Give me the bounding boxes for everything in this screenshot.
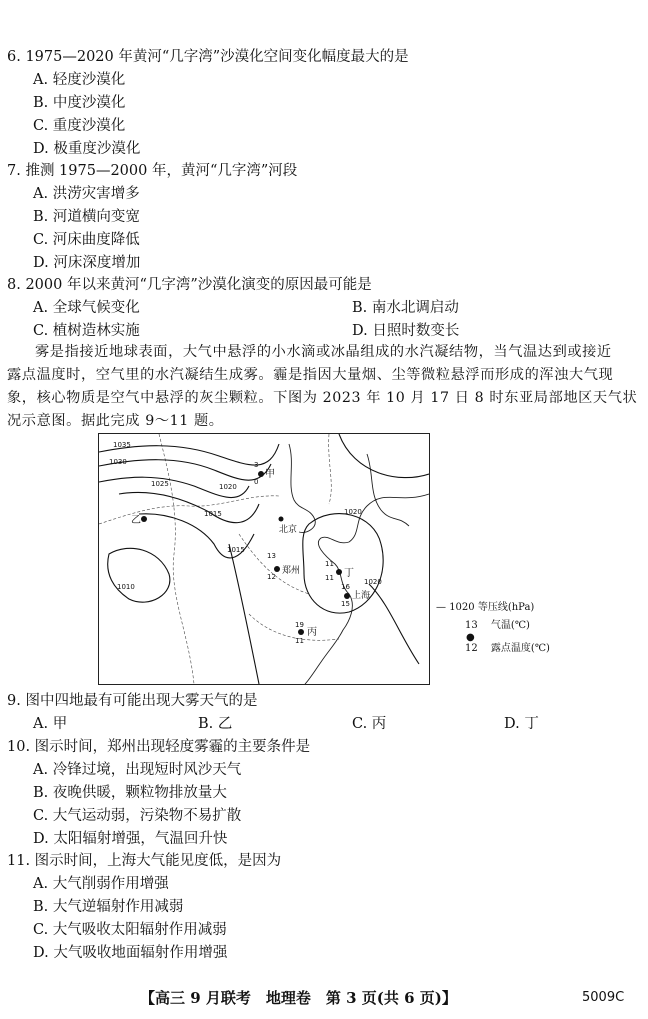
station-temp: 16 [341, 583, 350, 591]
q7-option-d: D. 河床深度增加 [33, 255, 141, 271]
legend-temp-value: 13 [465, 620, 478, 631]
page-footer: 【高三 9 月联考 地理卷 第 3 页(共 6 页)】 [140, 989, 457, 1007]
station-temp: 13 [267, 552, 276, 560]
station-dot [336, 569, 342, 575]
q7-option-c: C. 河床曲度降低 [33, 232, 140, 248]
passage-line: 露点温度时，空气里的水汽凝结生成雾。霾是指因大量烟、尘等微粒悬浮而形成的浑浊大气现 [7, 367, 614, 383]
legend-dew-label: 露点温度(℃) [490, 643, 550, 654]
q10-stem: 10. 图示时间，郑州出现轻度雾霾的主要条件是 [7, 739, 311, 755]
isobar-high [303, 514, 383, 614]
station-temp: 11 [325, 560, 334, 568]
isobars [99, 434, 429, 684]
station-dot [274, 566, 280, 572]
station-temp: 19 [295, 621, 304, 629]
weather-map [98, 433, 430, 685]
q6-option-c: C. 重度沙漠化 [33, 118, 126, 134]
isobar-label: 1035 [113, 441, 131, 449]
isobar-label: 1015 [204, 510, 222, 518]
q7-stem: 7. 推测 1975—2000 年，黄河“几字湾”河段 [7, 163, 298, 179]
q10-option-d: D. 太阳辐射增强，气温回升快 [33, 831, 228, 847]
isobar [229, 544, 259, 684]
q8-option-d: D. 日照时数变长 [352, 323, 460, 339]
isobar-low [108, 548, 170, 602]
q11-option-b: B. 大气逆辐射作用减弱 [33, 899, 184, 915]
station-dot [279, 517, 284, 522]
passage-line: 象，核心物质是空气中悬浮的灰尘颗粒。下图为 2023 年 10 月 17 日 8 时东亚局部地区天气状 [7, 390, 638, 406]
q9-option-c: C. 丙 [352, 716, 387, 732]
q8-option-c: C. 植树造林实施 [33, 323, 140, 339]
q10-option-b: B. 夜晚供暖，颗粒物排放量大 [33, 785, 227, 801]
station-dew: 12 [267, 573, 276, 581]
isobar-label: 1020 [364, 578, 382, 586]
legend-isobar-label: 等压线(hPa) [477, 602, 535, 613]
q11-option-d: D. 大气吸收地面辐射作用增强 [33, 945, 228, 961]
passage-line: 雾是指接近地球表面，大气中悬浮的小水滴或冰晶组成的水汽凝结物，当气温达到或接近 [35, 344, 612, 360]
q9-option-b: B. 乙 [198, 716, 233, 732]
q6-option-a: A. 轻度沙漠化 [33, 72, 126, 88]
station-dew: 11 [295, 637, 304, 645]
isobar [369, 584, 419, 664]
q8-option-b: B. 南水北调启动 [352, 300, 459, 316]
isobar-label: 1025 [151, 480, 169, 488]
weather-map-svg [99, 434, 429, 684]
station-temp: 3 [254, 461, 259, 469]
legend-temp-label: 气温(℃) [490, 620, 530, 631]
station-dew: 0 [254, 478, 259, 486]
q7-option-a: A. 洪涝灾害增多 [33, 186, 140, 202]
border-line [99, 496, 279, 524]
isobar-label: 1030 [109, 458, 127, 466]
station-name: 丁 [344, 568, 354, 579]
station-name: 乙 [131, 515, 141, 526]
q7-option-b: B. 河道横向变宽 [33, 209, 140, 225]
q6-option-b: B. 中度沙漠化 [33, 95, 126, 111]
q8-stem: 8. 2000 年以来黄河“几字湾”沙漠化演变的原因最可能是 [7, 277, 372, 293]
legend-dew [465, 643, 550, 655]
q10-option-a: A. 冷锋过境，出现短时风沙天气 [33, 762, 242, 778]
q6-stem: 6. 1975—2020 年黄河“几字湾”沙漠化空间变化幅度最大的是 [7, 49, 409, 65]
isobar-label: 1020 [344, 508, 362, 516]
legend-isobar-value: 1020 [449, 602, 475, 613]
isobar-label: 1015 [227, 546, 245, 554]
isobar-label: 1020 [219, 483, 237, 491]
station-dew: 11 [325, 574, 334, 582]
exam-code: 5009C [582, 990, 625, 1005]
q9-option-a: A. 甲 [33, 716, 68, 732]
station-dot [258, 471, 264, 477]
legend-isobar [436, 602, 534, 614]
border-line [329, 434, 332, 504]
isobar-label: 1010 [117, 583, 135, 591]
border-line [249, 614, 339, 640]
station-name: 上海 [352, 591, 371, 601]
legend-temp [465, 620, 530, 632]
station-dot [141, 516, 147, 522]
station-dew: 15 [341, 600, 350, 608]
station-dot [298, 629, 304, 635]
border-line [159, 434, 194, 684]
q9-option-d: D. 丁 [504, 716, 539, 732]
coastline [289, 444, 429, 684]
station-dot [344, 593, 350, 599]
legend-dot-icon: ● [466, 632, 475, 643]
station-name: 郑州 [282, 566, 301, 576]
korea-coast [367, 454, 409, 526]
q11-stem: 11. 图示时间，上海大气能见度低，是因为 [7, 853, 282, 869]
station-name: 北京 [279, 525, 298, 535]
legend-line-icon: — [436, 602, 446, 613]
passage-line: 况示意图。据此完成 9～11 题。 [7, 413, 224, 429]
station-name: 甲 [265, 469, 275, 480]
isobar [339, 434, 429, 478]
bohai-coast [289, 444, 315, 532]
q11-option-a: A. 大气削弱作用增强 [33, 876, 169, 892]
q8-option-a: A. 全球气候变化 [33, 300, 140, 316]
q10-option-c: C. 大气运动弱，污染物不易扩散 [33, 808, 242, 824]
legend-dew-value: 12 [465, 643, 478, 654]
q6-option-d: D. 极重度沙漠化 [33, 141, 141, 157]
reading-passage [7, 341, 637, 433]
q9-stem: 9. 图中四地最有可能出现大雾天气的是 [7, 693, 258, 709]
station-name: 丙 [307, 627, 317, 638]
q11-option-c: C. 大气吸收太阳辐射作用减弱 [33, 922, 227, 938]
